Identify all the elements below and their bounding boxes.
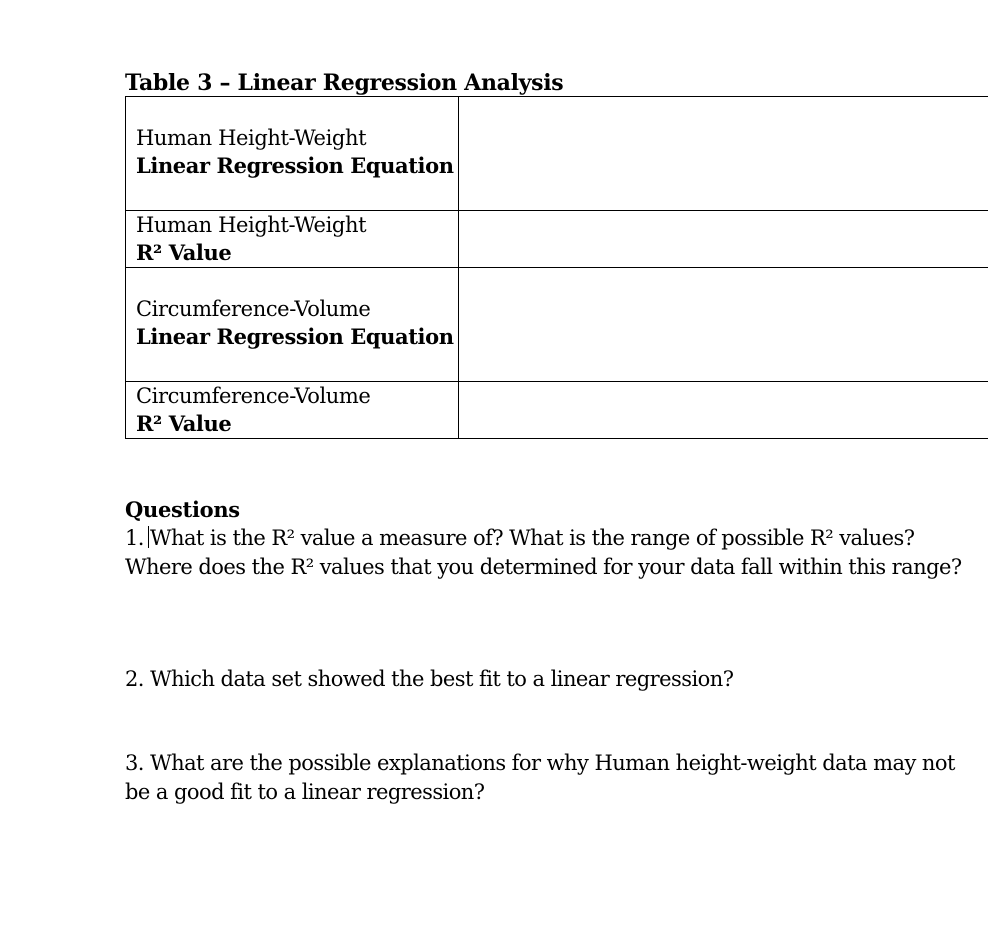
question-1-line-1 (125, 524, 975, 553)
text-cursor (148, 526, 149, 548)
answer-cell-circumference-volume-equation[interactable] (459, 268, 988, 382)
question-text: Which data set showed the best fit to a linear regression? (143, 667, 734, 691)
row-label-cell (126, 211, 459, 268)
question-1[interactable] (125, 524, 975, 581)
question-number: 3. (125, 751, 144, 775)
row-label-cell (126, 268, 459, 382)
question-text: What are the possible explanations for why Human height-weight data may not (143, 751, 955, 775)
question-3[interactable] (125, 749, 975, 806)
row-label-plain: Human Height-Weight (136, 126, 367, 150)
row-label-bold: Linear Regression Equation (136, 153, 454, 178)
question-number: 1. (125, 526, 144, 550)
table-row (126, 211, 988, 268)
row-label-bold: Linear Regression Equation (136, 324, 454, 349)
row-label-plain: Human Height-Weight (136, 213, 367, 237)
question-3-line-1 (125, 749, 975, 778)
answer-cell-height-weight-equation[interactable] (459, 97, 988, 211)
answer-cell-height-weight-r2[interactable] (459, 211, 988, 268)
row-label-cell (126, 97, 459, 211)
row-label-cell (126, 382, 459, 439)
table-row (126, 268, 988, 382)
question-text-continuation: be a good fit to a linear regression? (125, 779, 485, 804)
row-label-plain: Circumference-Volume (136, 297, 371, 321)
answer-cell-circumference-volume-r2[interactable] (459, 382, 988, 439)
row-label-bold: R² Value (136, 411, 232, 436)
row-label-bold: R² Value (136, 240, 232, 265)
question-2[interactable] (125, 665, 975, 694)
row-label-plain: Circumference-Volume (136, 384, 371, 408)
question-2-line-1 (125, 665, 975, 694)
question-number: 2. (125, 667, 144, 691)
table-title: Table 3 – Linear Regression Analysis (125, 70, 564, 96)
questions-heading: Questions (125, 497, 240, 522)
table-row (126, 382, 988, 439)
regression-table (125, 96, 988, 439)
question-text-continuation: Where does the R² values that you determined for your data fall within this range? (125, 554, 962, 579)
table-row (126, 97, 988, 211)
question-text: What is the R² value a measure of? What is the range of possible R² values? (149, 526, 915, 550)
